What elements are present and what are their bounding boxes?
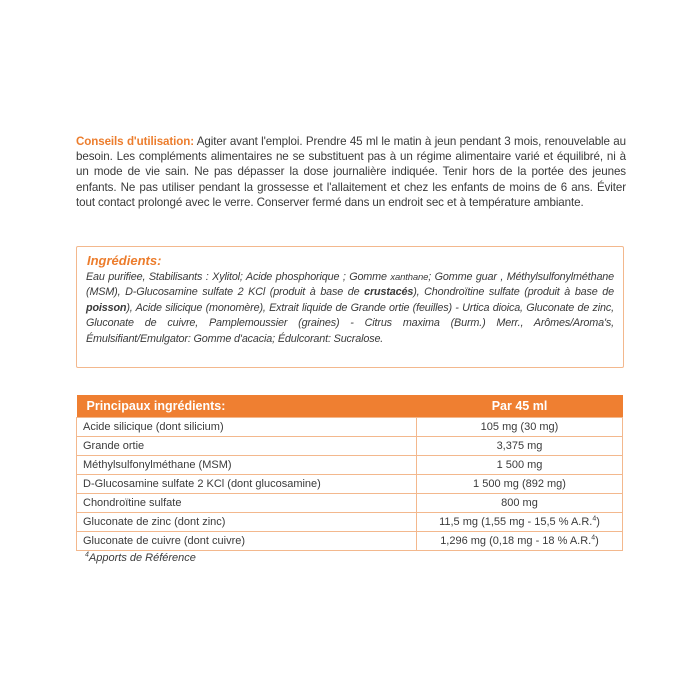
row-value-close: ) bbox=[596, 516, 600, 528]
row-value bbox=[417, 513, 623, 532]
row-name: Gluconate de zinc (dont zinc) bbox=[77, 513, 417, 532]
ingredients-box bbox=[76, 246, 624, 368]
row-value bbox=[417, 532, 623, 551]
row-value: 800 mg bbox=[417, 494, 623, 513]
footnote-marker: 4 bbox=[85, 551, 89, 559]
row-name: Méthylsulfonylméthane (MSM) bbox=[77, 456, 417, 475]
row-name: Chondroïtine sulfate bbox=[77, 494, 417, 513]
ingredients-text bbox=[86, 270, 614, 347]
ingredients-part-4: ), Acide silicique (monomère), Extrait liquide de Grande ortie (feuilles) - Urtica dioica, Gluconate de zinc, Gluconate de cuivre, Pamplemoussier (graines) - Citrus maxima (Burm.) Merr., Arômes/Aroma's, Émulsifiant/Emulgator: Gomme d'acacia; Édulcorant: Sucralose. bbox=[86, 301, 614, 345]
row-value-text: 1,296 mg (0,18 mg - 18 % A.R. bbox=[440, 535, 592, 547]
row-value: 3,375 mg bbox=[417, 437, 623, 456]
row-value: 1 500 mg bbox=[417, 456, 623, 475]
usage-instructions bbox=[76, 134, 626, 210]
footnote-ref: 4 bbox=[591, 534, 596, 542]
usage-label: Conseils d'utilisation: bbox=[76, 135, 194, 148]
row-name: Acide silicique (dont silicium) bbox=[77, 418, 417, 437]
table-row bbox=[77, 513, 623, 532]
row-value-text: 11,5 mg (1,55 mg - 15,5 % A.R. bbox=[439, 516, 593, 528]
row-name: Gluconate de cuivre (dont cuivre) bbox=[77, 532, 417, 551]
allergen-poisson: poisson bbox=[86, 301, 127, 314]
ingredients-xanthane: xanthane bbox=[390, 272, 429, 283]
ingredients-title: Ingrédients: bbox=[87, 253, 162, 268]
footnote bbox=[85, 552, 196, 564]
ingredients-part-1: Eau purifiee, Stabilisants : Xylitol; Acide phosphorique ; Gomme bbox=[86, 271, 391, 283]
row-name: D-Glucosamine sulfate 2 KCl (dont glucosamine) bbox=[77, 475, 417, 494]
header-ingredients: Principaux ingrédients: bbox=[77, 395, 417, 418]
footnote-text: Apports de Référence bbox=[88, 552, 196, 564]
table-row bbox=[77, 418, 623, 437]
nutrition-table bbox=[76, 395, 623, 551]
row-value-close: ) bbox=[595, 535, 599, 547]
allergen-crustaces: crustacés bbox=[364, 286, 414, 299]
header-per-dose: Par 45 ml bbox=[417, 395, 623, 418]
ingredients-part-3: ), Chondroïtine sulfate (produit à base de bbox=[413, 286, 614, 299]
table-row bbox=[77, 532, 623, 551]
ingredients-part-2: ; Gomme guar , Méthylsulfonylméthane (MSM), D-Glucosamine sulfate 2 KCl (produit à base de bbox=[86, 271, 615, 299]
row-name: Grande ortie bbox=[77, 437, 417, 456]
table-row bbox=[77, 475, 623, 494]
footnote-ref: 4 bbox=[592, 515, 597, 523]
row-value: 1 500 mg (892 mg) bbox=[417, 475, 623, 494]
table-header-row bbox=[77, 395, 623, 418]
table-row bbox=[77, 456, 623, 475]
row-value: 105 mg (30 mg) bbox=[417, 418, 623, 437]
table-row bbox=[77, 437, 623, 456]
table-row bbox=[77, 494, 623, 513]
usage-text: Agiter avant l'emploi. Prendre 45 ml le matin à jeun pendant 3 mois, renouvelable au besoin. Les compléments alimentaires ne se substituent pas à un régime alimentaire varié et équilibré, ni à un mode de vie sain. Ne pas dépasser la dose journalière indiquée. Tenir hors de la portée des jeunes enfants. Ne pas utiliser pendant la grossesse et l'allaitement et chez les enfants de moins de 6 ans. Éviter tout contact prolongé avec le verre. Conserver fermé dans un endroit sec et à température ambiante. bbox=[76, 135, 626, 209]
